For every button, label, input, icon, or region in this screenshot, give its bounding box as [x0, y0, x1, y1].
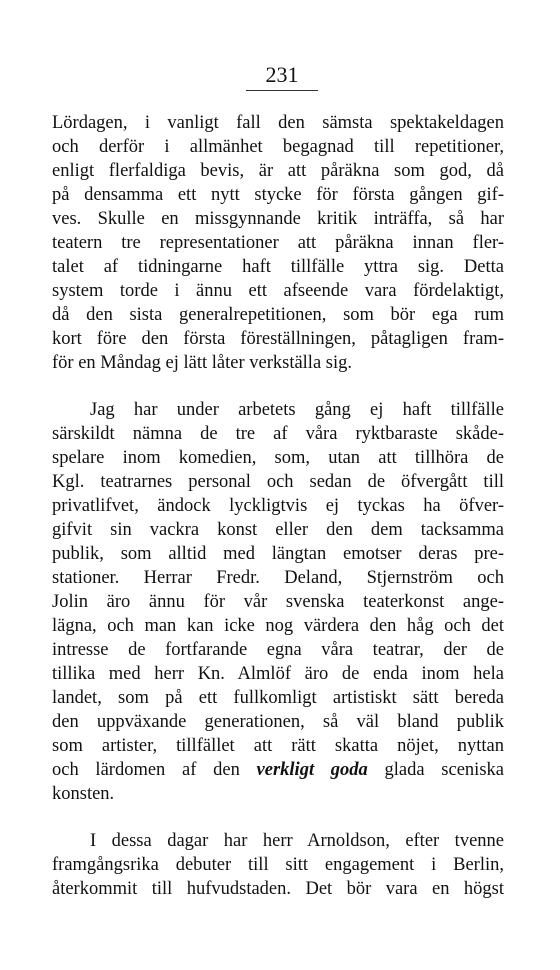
text-line: spelare inom komedien, som, utan att tillhöra de [52, 448, 504, 468]
text-line: teatern tre representationer att påräkna innan fler- [52, 233, 504, 253]
text-line: enligt flerfaldiga bevis, är att påräkna som god, då [52, 161, 504, 181]
text-line: lägna, och man kan icke nog värdera den håg och det [52, 616, 504, 636]
text-line: Kgl. teatrarnes personal och sedan de öfvergått till [52, 472, 504, 492]
text-line: som artister, tillfället att rätt skatta nöjet, nyttan [52, 736, 504, 756]
text-line: I dessa dagar har herr Arnoldson, efter tvenne [90, 831, 504, 851]
text-line: för en Måndag ej lätt låter verkställa sig. [52, 353, 353, 373]
book-page [52, 62, 504, 901]
text-line: stationer. Herrar Fredr. Deland, Stjernström och [52, 568, 504, 588]
text-line: konsten. [52, 784, 115, 804]
text-line: då den sista generalrepetitionen, som bör ega rum [52, 305, 504, 325]
text-segment: och lärdomen af den [52, 760, 257, 780]
text-line: tillika med herr Kn. Almlöf äro de enda inom hela [52, 664, 504, 684]
text-line: talet af tidningarne haft tillfälle yttra sig. Detta [52, 257, 504, 277]
page-number-rule [246, 90, 318, 91]
text-line: system torde i ännu ett afseende vara fördelaktigt, [52, 281, 504, 301]
text-line: Lördagen, i vanligt fall den sämsta spektakeldagen [52, 113, 504, 133]
text-line-with-emphasis [52, 758, 504, 782]
text-line: särskildt nämna de tre af våra ryktbaraste skåde- [52, 424, 504, 444]
text-line: ves. Skulle en missgynnande kritik inträffa, så har [52, 209, 504, 229]
text-line: publik, som alltid med längtan emotser deras pre- [52, 544, 504, 564]
text-line: Jag har under arbetets gång ej haft tillfälle [90, 400, 504, 420]
text-line: den uppväxande generationen, så väl bland publik [52, 712, 504, 732]
text-line: landet, som på ett fullkomligt artistiskt sätt bereda [52, 688, 504, 708]
emphasized-text: verkligt goda [256, 760, 368, 780]
text-line: på densamma ett nytt stycke för första gången gif- [52, 185, 504, 205]
text-segment: glada sceniska [367, 760, 504, 780]
paragraph-3 [52, 829, 504, 901]
text-line: privatlifvet, ändock lyckligtvis ej tyckas ha öfver- [52, 496, 504, 516]
paragraph-1 [52, 111, 504, 375]
text-line: Jolin äro ännu för vår svenska teaterkonst ange- [52, 592, 504, 612]
page-number: 231 [265, 62, 299, 87]
text-line: kort före den första föreställningen, påtagligen fram- [52, 329, 504, 349]
text-line: återkommit till hufvudstaden. Det bör vara en högst [52, 879, 504, 899]
paragraph-2 [52, 398, 504, 806]
text-line: gifvit sin vackra konst eller den dem tacksamma [52, 520, 504, 540]
text-line: och derför i allmänhet begagnad till repetitioner, [52, 137, 504, 157]
text-line: framgångsrika debuter till sitt engagement i Berlin, [52, 855, 504, 875]
text-line: intresse de fortfarande egna våra teatrar, der de [52, 640, 504, 660]
